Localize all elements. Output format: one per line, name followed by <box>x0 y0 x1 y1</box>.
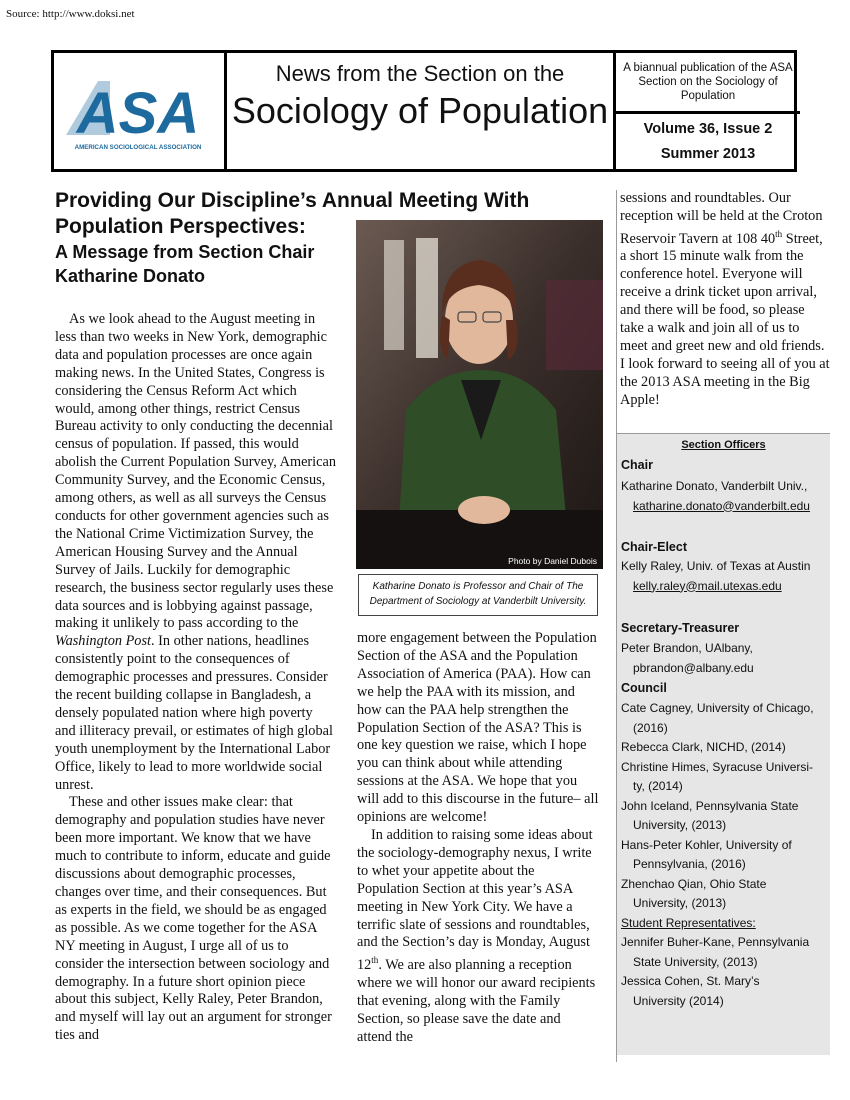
officer-entry: Katharine Donato, Vanderbilt Univ., katharine.donato@vanderbilt.edu <box>621 477 828 516</box>
volume-issue: Volume 36, Issue 2 <box>643 121 773 137</box>
photo-caption: Katharine Donato is Professor and Chair of The Department of Sociology at Vanderbilt University. <box>358 574 598 616</box>
article-column-1 <box>55 311 336 1045</box>
officer-entry: Peter Brandon, UAlbany, pbrandon@albany.edu <box>621 641 754 675</box>
subhead-line: Katharine Donato <box>55 266 206 286</box>
officer-role-heading: Chair <box>621 458 653 472</box>
issue-season: Summer 2013 <box>660 146 756 162</box>
officer-role-heading: Secretary-Treasurer <box>621 621 740 635</box>
photo-credit: Photo by Daniel Dubois <box>508 556 597 566</box>
masthead <box>51 50 797 172</box>
officer-role-heading: Council <box>621 681 667 695</box>
asa-logo-text: ASA <box>76 81 200 146</box>
paragraph: more engagement between the Population Section of the ASA and the Population Association of America (PAA). How can we help the PAA with its mission, and how can the PAA help strengthen the Population Section of the ASA? This is one key question we raise, which I hope you can think about while attending sessions at the ASA. We hope that you will add to this discourse in the future– all opinions are welcome! <box>357 630 599 826</box>
newsletter-kicker: News from the Section on the <box>275 61 565 86</box>
officer-entry: Kelly Raley, Univ. of Texas at Austin kelly.raley@mail.utexas.edu <box>621 557 828 596</box>
paragraph: As we look ahead to the August meeting in less than two weeks in New York, demographic data and population processes are once again making news. In the United States, Congress is considering the Census Reform Act which would, among other things, restrict Census Bureau activity to only conducting the decennial census of population. If passed, this would abolish the Current Population Survey, American Community Survey, and the Economic Census, among others, as well as all surveys the Census conducts for other government agencies such as the National Crime Victimization Survey, the American Housing Survey and the Annual Survey of Jails. Luckily for demographic research, the business sector regularly uses these data sources and is lobbying against passage, making it unlikely to pass according to the Washington Post. In other nations, headlines consistently point to the consequences of demographic processes and pressures. Consider the recent building collapse in Bangladesh, a densely populated nation where high poverty and illiteracy prevail, or estimates of high global youth unemployment by the International Labor Office, likely to lead to more worldwide social unrest. <box>55 311 336 793</box>
asa-logo <box>58 67 218 157</box>
paragraph: These and other issues make clear: that demography and population studies have never been more important. We know that we have much to contribute to inform, educate and guide discussions about demographic processes, changes over time, and their consequences. But as experts in the field, we should be as engaged as possible. As we come together for the ASA NY meeting in August, I urge all of us to consider the intersection between sociology and demography. In a future short opinion piece about this subject, Kelly Raley, Peter Brandon, and myself will lay out an argument for stronger ties and <box>55 794 332 1044</box>
article-subhead <box>55 240 355 288</box>
chair-photo <box>356 220 603 569</box>
subhead-line: A Message from Section Chair <box>55 242 315 262</box>
council-list: Cate Cagney, University of Chicago, (2016) Rebecca Clark, NICHD, (2014) Christine Himes, Syracuse Universi- ty, (2014) John Iceland, Pennsylvania State University, (2013) Hans-Peter Kohler, University of Pennsylvania, (2016) Zhenchao Qian, Ohio State University, (2013) Student Representatives: Jennifer Buher-Kane, Pennsylvania State University, (2013) Jessica Cohen, St. Mary’s University (2014) <box>621 699 828 1011</box>
section-officers-box <box>617 433 830 1055</box>
officer-role-heading: Chair-Elect <box>621 540 687 554</box>
chair-email-link[interactable]: katharine.donato@vanderbilt.edu <box>633 498 810 513</box>
article-column-3 <box>620 190 830 410</box>
headline-line: Providing Our Discipline’s Annual Meeting With <box>55 189 530 212</box>
paragraph: sessions and roundtables. Our reception will be held at the Croton Reservoir Tavern at 108 40th Street, a short 15 minute walk from the conference hotel. Everyone will receive a drink ticket upon arrival, and there will be food, so please take a walk and join all of us to meet and greet new and old friends. I look forward to seeing all of you at the 2013 ASA meeting in the Big Apple! <box>620 190 830 408</box>
portrait-illustration <box>356 220 603 569</box>
publication-description: A biannual publication of the ASA Section on the Sociology of Population <box>623 62 793 102</box>
chair-elect-email-link[interactable]: kelly.raley@mail.utexas.edu <box>633 578 782 593</box>
source-line: Source: http://www.doksi.net <box>6 8 135 20</box>
newsletter-title: Sociology of Population <box>231 90 609 131</box>
masthead-rule <box>616 111 800 114</box>
student-reps-heading: Student Representatives: <box>621 915 756 930</box>
headline-line: Population Perspectives: <box>55 215 306 238</box>
article-column-2 <box>357 630 599 1047</box>
officers-title: Section Officers <box>681 439 766 451</box>
paragraph: In addition to raising some ideas about the sociology-demography nexus, I write to whet your appetite about the Population Section at this year’s ASA meeting in New York City. We have a terrific slate of sessions and roundtables, and the Section’s day is Monday, August 12th. We are also planning a reception where we will honor our award recipients that evening, along with the Family Section, so please save the date and attend the <box>357 826 596 1045</box>
asa-logo-subtext: AMERICAN SOCIOLOGICAL ASSOCIATION <box>74 144 202 151</box>
